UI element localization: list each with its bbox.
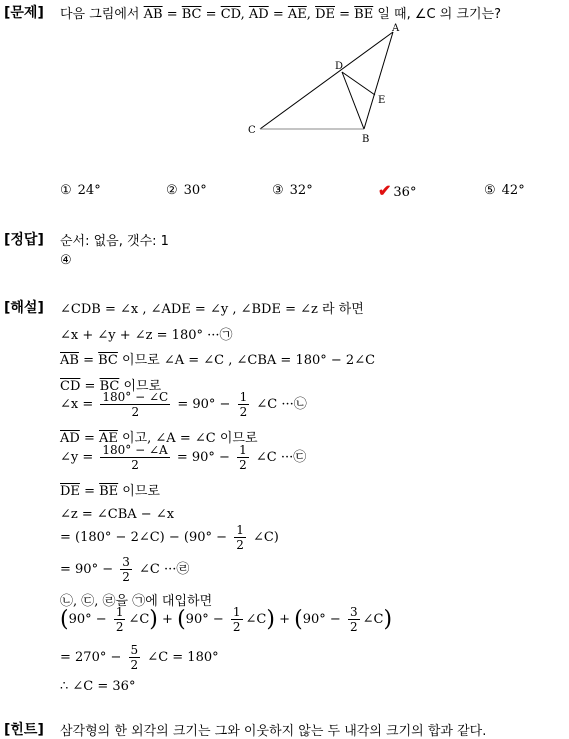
line-8-rest: 이므로 (122, 484, 160, 499)
line-4-rest: 이므로 (123, 379, 162, 394)
solution-line-1: ∠CDB = ∠x , ∠ADE = ∠y , ∠BDE = ∠z 라 하면 (60, 302, 364, 317)
line-db (342, 72, 364, 129)
line-13-c: 90° − (185, 612, 224, 627)
choice-4[interactable] (378, 181, 416, 200)
answer-meta: 순서: 없음, 갯수: 1 (60, 234, 169, 249)
numerator: 3 (349, 605, 358, 619)
check-icon: ✔ (378, 181, 392, 200)
numerator: 1 (239, 443, 247, 457)
seg-bc-2: $\overline{BC}$ (98, 353, 118, 368)
solution-line-3 (60, 349, 375, 368)
numerator: 180° − ∠A (102, 443, 168, 457)
fraction (129, 643, 141, 672)
point-d: D (335, 61, 344, 72)
line-13-e: ∠C (245, 612, 267, 627)
line-7-c: ∠C ···㉢ (255, 450, 307, 465)
denominator: 2 (130, 658, 139, 672)
eq-4: = (339, 7, 351, 22)
choice-5-num: ⑤ (484, 183, 496, 198)
denominator: 2 (131, 405, 140, 419)
choice-5[interactable] (484, 183, 525, 198)
line-11-a: = 90° − (60, 562, 114, 577)
solution-line-12: ㉡, ㉢, ㉣을 ㉠에 대입하면 (60, 594, 213, 609)
paren-open-3: ( (294, 607, 303, 632)
line-ca (260, 32, 393, 129)
fraction (100, 390, 170, 419)
paren-close-1: ) (149, 607, 158, 632)
numerator: 1 (236, 523, 244, 537)
seg-ae: $\overline{AE}$ (287, 7, 307, 22)
solution-line-7 (60, 443, 306, 472)
solution-line-13 (60, 605, 392, 634)
line-11-b: ∠C ···㉣ (139, 562, 190, 577)
line-7-a: ∠y = (60, 450, 94, 465)
comma-1: , (240, 7, 245, 22)
seg-cd-2: $\overline{CD}$ (60, 379, 81, 394)
eq-7: = (83, 431, 95, 446)
seg-ab-2: $\overline{AB}$ (60, 353, 79, 368)
triangle-figure (240, 22, 410, 147)
choice-1-value: 24° (77, 183, 101, 198)
paren-open-1: ( (60, 607, 69, 632)
solution-line-14 (60, 643, 219, 672)
fraction (348, 605, 360, 634)
paren-close-3: ) (383, 607, 393, 632)
fraction (114, 605, 126, 634)
seg-bc-3: $\overline{BC}$ (99, 379, 120, 394)
seg-de: $\overline{DE}$ (315, 7, 335, 22)
point-c: C (248, 125, 256, 136)
numerator: 1 (232, 605, 241, 619)
denominator: 2 (122, 570, 130, 584)
line-13-b: ∠C (128, 612, 150, 627)
line-10-a: = (180° − 2∠C) − (90° − (60, 530, 228, 545)
question-suffix: 일 때, ∠C 의 크기는? (377, 7, 502, 22)
point-e: E (378, 95, 386, 106)
line-14-b: ∠C = 180° (147, 650, 219, 665)
choice-2[interactable] (166, 183, 207, 198)
solution-line-11 (60, 555, 189, 584)
eq-5: = (83, 353, 94, 368)
line-3-rest: 이므로 ∠A = ∠C , ∠CBA = 180° − 2∠C (122, 353, 376, 368)
answer-value: ④ (60, 253, 72, 268)
fraction (120, 555, 132, 584)
problem-question (60, 3, 501, 22)
denominator: 2 (349, 620, 358, 634)
solution-line-5 (60, 390, 307, 419)
choice-3[interactable] (272, 183, 313, 198)
solution-line-2: ∠x + ∠y + ∠z = 180° ···㉠ (60, 328, 233, 343)
numerator: 1 (239, 390, 248, 404)
seg-ad-2: $\overline{AD}$ (60, 431, 80, 446)
point-b: B (362, 134, 370, 145)
paren-close-2: ) (266, 607, 275, 632)
numerator: 1 (115, 605, 124, 619)
plus-1: + (162, 612, 173, 627)
fraction (231, 605, 243, 634)
problem-label: [문제] (4, 5, 44, 21)
comma-2: , (306, 7, 311, 22)
line-5-a: ∠x = (60, 397, 94, 412)
solution-line-10 (60, 523, 279, 552)
line-13-a: 90° − (68, 612, 107, 627)
seg-ad: $\overline{AD}$ (248, 7, 269, 22)
denominator: 2 (239, 458, 247, 472)
choice-3-num: ③ (272, 183, 284, 198)
choice-2-num: ② (166, 183, 178, 198)
numerator: 180° − ∠C (102, 390, 169, 404)
line-13-g: ∠C (362, 612, 384, 627)
line-13-f: 90° − (302, 612, 341, 627)
answer-label: [정답] (4, 232, 44, 248)
choice-2-value: 30° (183, 183, 207, 198)
eq-1: = (166, 7, 178, 22)
hint-label: [힌트] (4, 722, 44, 738)
choice-1-num: ① (60, 183, 72, 198)
solution-line-8 (60, 480, 160, 499)
solution-line-9: ∠z = ∠CBA − ∠x (60, 507, 175, 522)
eq-2: = (205, 7, 217, 22)
numerator: 3 (122, 555, 130, 569)
choice-5-value: 42° (501, 183, 525, 198)
choice-4-value: 36° (393, 185, 417, 200)
numerator: 5 (130, 643, 139, 657)
denominator: 2 (115, 620, 124, 634)
hint-text: 삼각형의 한 외각의 크기는 그와 이웃하지 않는 두 내각의 크기의 합과 같다. (60, 724, 487, 739)
choice-3-value: 32° (289, 183, 313, 198)
seg-bc: $\overline{BC}$ (181, 7, 202, 22)
paren-open-2: ( (177, 607, 186, 632)
choice-1[interactable] (60, 183, 101, 198)
line-10-b: ∠C) (252, 530, 279, 545)
seg-ae-2: $\overline{AE}$ (99, 431, 118, 446)
denominator: 2 (239, 405, 248, 419)
eq-6: = (84, 379, 96, 394)
seg-be-2: $\overline{BE}$ (99, 484, 119, 499)
line-ab (364, 32, 393, 129)
fraction (237, 443, 249, 472)
plus-2: + (279, 612, 291, 627)
line-5-b: = 90° − (177, 397, 231, 412)
point-a: A (392, 23, 400, 34)
seg-de-2: $\overline{DE}$ (60, 484, 80, 499)
line-7-b: = 90° − (176, 450, 230, 465)
line-5-c: ∠C ···㉡ (256, 397, 307, 412)
fraction (234, 523, 246, 552)
denominator: 2 (236, 538, 244, 552)
solution-line-15: ∴ ∠C = 36° (60, 679, 136, 694)
fraction (100, 443, 169, 472)
seg-cd: $\overline{CD}$ (220, 7, 241, 22)
solution-label: [해설] (4, 300, 44, 316)
denominator: 2 (232, 620, 241, 634)
line-14-a: = 270° − (60, 650, 122, 665)
eq-8: = (84, 484, 95, 499)
seg-ab: $\overline{AB}$ (143, 7, 163, 22)
seg-be: $\overline{BE}$ (354, 7, 374, 22)
eq-3: = (272, 7, 284, 22)
line-6-rest: 이고, ∠A = ∠C 이므로 (122, 431, 258, 446)
question-prefix: 다음 그림에서 (60, 7, 140, 22)
fraction (238, 390, 250, 419)
denominator: 2 (131, 458, 139, 472)
